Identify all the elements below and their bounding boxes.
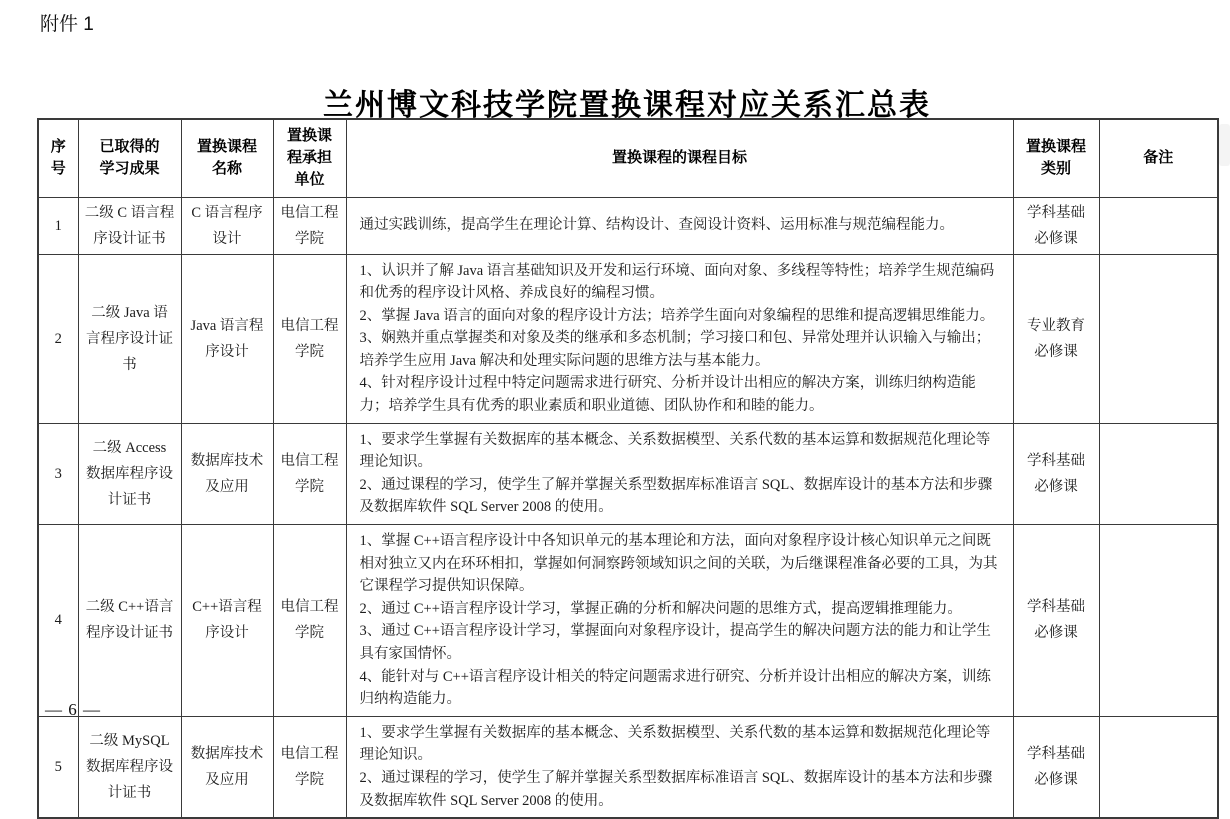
table-header-row <box>38 119 1218 197</box>
header-remark: 备注 <box>1099 119 1218 197</box>
objective-item: 3、通过 C++语言程序设计学习，掌握面向对象程序设计，提高学生的解决问题方法的能力和让学生具有家国情怀。 <box>359 623 991 662</box>
objective-item: 1、要求学生掌握有关数据库的基本概念、关系数据模型、关系代数的基本运算和数据规范化理论等理论知识。 <box>359 724 991 764</box>
achievement-cell: 二级 C 语言程序设计证书 <box>78 197 181 254</box>
page-edge-artifact <box>1219 124 1230 166</box>
objectives-cell <box>346 423 1013 524</box>
table-row <box>38 423 1218 524</box>
remark-cell <box>1099 254 1218 423</box>
header-achievement: 已取得的学习成果 <box>78 119 181 197</box>
header-objectives: 置换课程的课程目标 <box>346 119 1013 197</box>
objectives-cell <box>346 197 1013 254</box>
row-number-cell: 2 <box>38 254 78 423</box>
page-number: — 6 — <box>45 700 101 719</box>
achievement-cell: 二级 C++语言程序设计证书 <box>78 525 181 717</box>
category-cell: 学科基础必修课 <box>1013 423 1099 524</box>
objective-item: 4、能针对与 C++语言程序设计相关的特定问题需求进行研究、分析并设计出相应的解决方案，训练归纳构造能力。 <box>359 668 991 708</box>
objective-item: 2、掌握 Java 语言的面向对象的程序设计方法；培养学生面向对象编程的思维和提高逻辑思维能力。 <box>359 307 995 324</box>
category-cell: 学科基础必修课 <box>1013 525 1099 717</box>
objective-item: 2、通过 C++语言程序设计学习，掌握正确的分析和解决问题的思维方式，提高逻辑推理能力。 <box>359 600 962 617</box>
unit-cell: 电信工程学院 <box>273 716 346 818</box>
unit-cell: 电信工程学院 <box>273 197 346 254</box>
remark-cell <box>1099 525 1218 717</box>
table-row <box>38 254 1218 423</box>
remark-cell <box>1099 423 1218 524</box>
row-number-cell: 4 <box>38 525 78 717</box>
header-course-name: 置换课程名称 <box>181 119 273 197</box>
achievement-cell: 二级 MySQL 数据库程序设计证书 <box>78 716 181 818</box>
row-number-cell: 5 <box>38 716 78 818</box>
objective-item: 1、掌握 C++语言程序设计中各知识单元的基本理论和方法，面向对象程序设计核心知识单元之间既相对独立又内在环环相扣，掌握如何洞察跨领域知识之间的关联，为后继课程准备必要的工具，为其它课程学习提供知识保障。 <box>359 533 998 595</box>
objective-item: 2、通过课程的学习，使学生了解并掌握关系型数据库标准语言 SQL、数据库设计的基本方法和步骤及数据库软件 SQL Server 2008 的使用。 <box>359 476 993 516</box>
category-cell: 专业教育必修课 <box>1013 254 1099 423</box>
category-cell: 学科基础必修课 <box>1013 716 1099 818</box>
achievement-cell: 二级 Access 数据库程序设计证书 <box>78 423 181 524</box>
unit-cell: 电信工程学院 <box>273 423 346 524</box>
objective-item: 2、通过课程的学习，使学生了解并掌握关系型数据库标准语言 SQL、数据库设计的基本方法和步骤及数据库软件 SQL Server 2008 的使用。 <box>359 769 993 809</box>
achievement-cell: 二级 Java 语言程序设计证书 <box>78 254 181 423</box>
table-row <box>38 525 1218 717</box>
page-title: 兰州博文科技学院置换课程对应关系汇总表 <box>323 89 931 123</box>
objective-item: 4、针对程序设计过程中特定问题需求进行研究、分析并设计出相应的解决方案，训练归纳构造能力；培养学生具有优秀的职业素质和职业道德、团队协作和和睦的能力。 <box>359 375 976 415</box>
objective-item: 通过实践训练，提高学生在理论计算、结构设计、查阅设计资料、运用标准与规范编程能力。 <box>359 217 954 234</box>
objectives-cell <box>346 525 1013 717</box>
objectives-cell <box>346 254 1013 423</box>
objective-item: 1、要求学生掌握有关数据库的基本概念、关系数据模型、关系代数的基本运算和数据规范化理论等理论知识。 <box>359 431 991 471</box>
row-number-cell: 1 <box>38 197 78 254</box>
course-name-cell: 数据库技术及应用 <box>181 716 273 818</box>
header-category: 置换课程类别 <box>1013 119 1099 197</box>
unit-cell: 电信工程学院 <box>273 254 346 423</box>
course-name-cell: C 语言程序设计 <box>181 197 273 254</box>
attachment-label: 附件 1 <box>40 14 94 35</box>
header-unit: 置换课程承担单位 <box>273 119 346 197</box>
course-replacement-table <box>37 118 1219 819</box>
remark-cell <box>1099 197 1218 254</box>
row-number-cell: 3 <box>38 423 78 524</box>
course-name-cell: 数据库技术及应用 <box>181 423 273 524</box>
unit-cell: 电信工程学院 <box>273 525 346 717</box>
category-cell: 学科基础必修课 <box>1013 197 1099 254</box>
course-name-cell: C++语言程序设计 <box>181 525 273 717</box>
table-row <box>38 197 1218 254</box>
course-name-cell: Java 语言程序设计 <box>181 254 273 423</box>
objective-item: 1、认识并了解 Java 语言基础知识及开发和运行环境、面向对象、多线程等特性；培养学生规范编码和优秀的程序设计风格、养成良好的编程习惯。 <box>359 262 995 302</box>
header-no: 序号 <box>38 119 78 197</box>
objective-item: 3、娴熟并重点掌握类和对象及类的继承和多态机制；学习接口和包、异常处理并认识输入与输出；培养学生应用 Java 解决和处理实际问题的思维方法与基本能力。 <box>359 330 991 369</box>
